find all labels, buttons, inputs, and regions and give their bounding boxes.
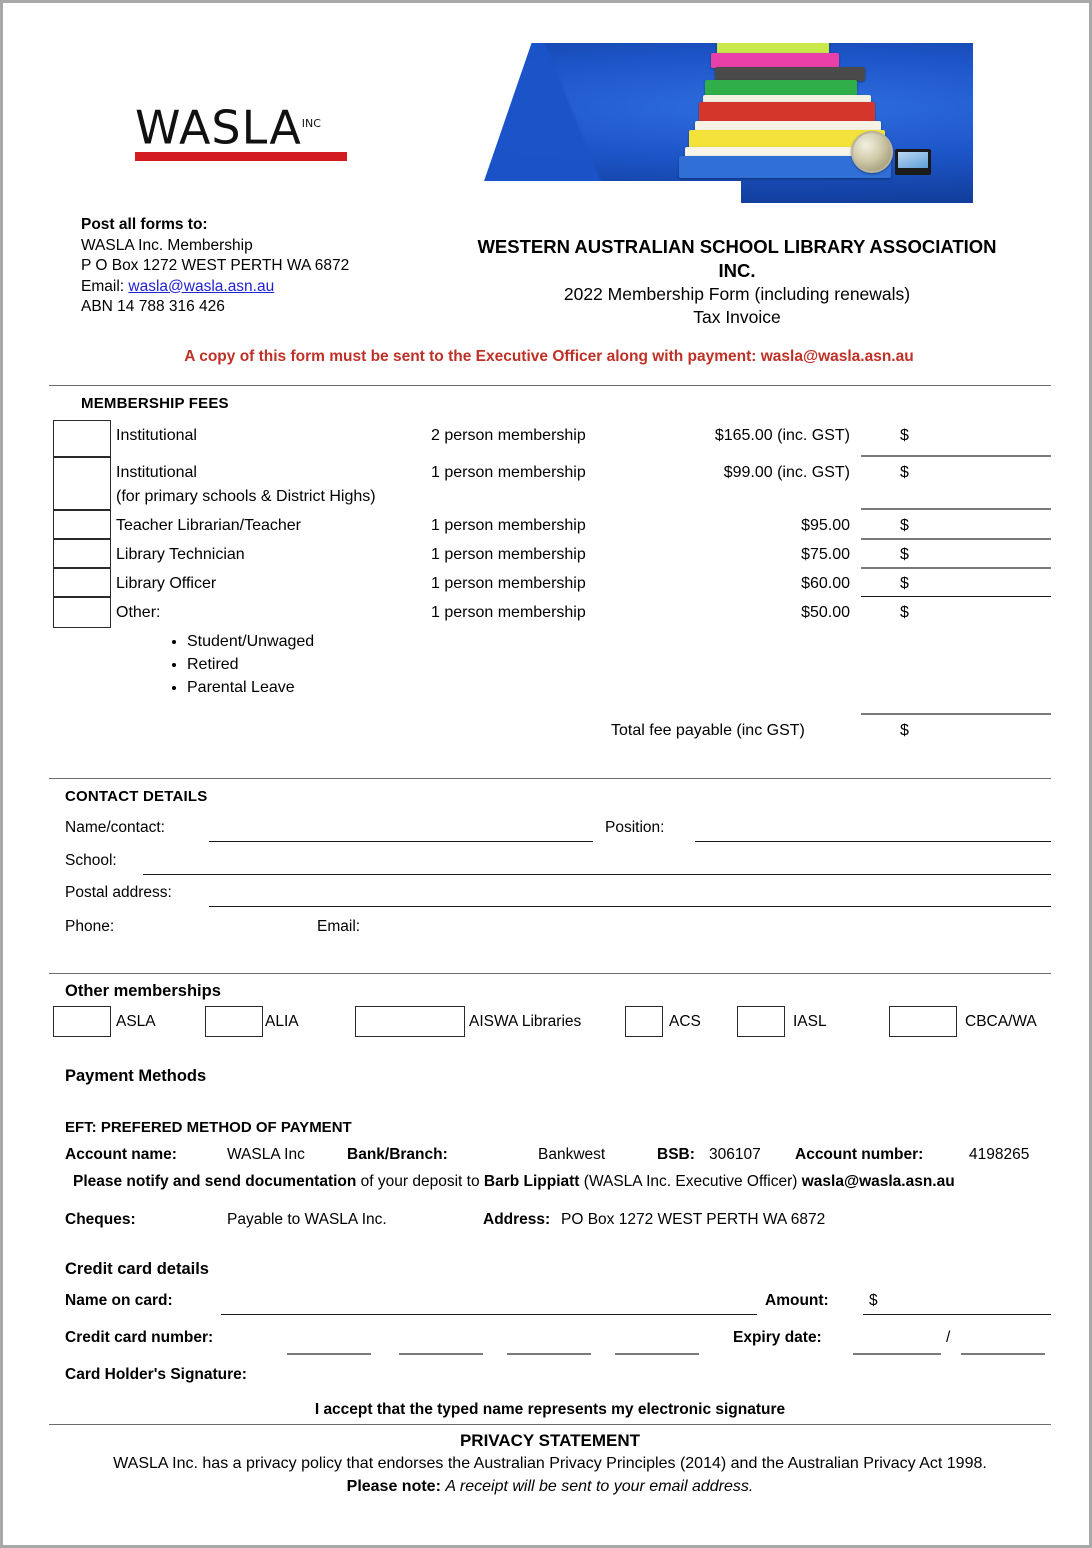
organisation-title-block bbox=[433, 235, 1041, 329]
payment-copy-notice: A copy of this form must be sent to the Executive Officer along with payment: wasla@wasla.asn.au bbox=[184, 348, 914, 365]
divider-fees-top bbox=[49, 385, 1051, 386]
name-contact-input[interactable] bbox=[209, 841, 593, 842]
card-number-segment-3[interactable] bbox=[507, 1353, 591, 1355]
post-heading: Post all forms to: bbox=[81, 216, 208, 233]
bank-branch-value: Bankwest bbox=[538, 1146, 606, 1163]
fee-amount-line-3[interactable] bbox=[861, 567, 1051, 569]
checkbox-cbca-wa[interactable] bbox=[889, 1006, 957, 1037]
bsb-value: 306107 bbox=[709, 1146, 761, 1163]
expiry-month-input[interactable] bbox=[853, 1353, 941, 1355]
post-line-2: P O Box 1272 WEST PERTH WA 6872 bbox=[81, 257, 350, 274]
payment-methods-heading: Payment Methods bbox=[65, 1067, 207, 1085]
checkbox-alia[interactable] bbox=[205, 1006, 263, 1037]
post-email-row bbox=[81, 277, 349, 298]
other-option-0: • Student/Unwaged bbox=[187, 630, 314, 653]
fee-name-1: Institutional bbox=[116, 464, 197, 481]
fee-name-1-sub: (for primary schools & District Highs) bbox=[116, 488, 376, 505]
privacy-statement-body: WASLA Inc. has a privacy policy that endorses the Australian Privacy Principles (2014) and the Australian Privacy Act 1998. bbox=[113, 1455, 987, 1472]
fee-dollar-5: $ bbox=[900, 604, 909, 621]
name-contact-label: Name/contact: bbox=[65, 819, 165, 836]
fee-dollar-2: $ bbox=[900, 517, 909, 534]
privacy-statement-note bbox=[49, 1478, 1051, 1496]
postal-address-input[interactable] bbox=[209, 906, 1051, 907]
label-aiswa-libraries: AISWA Libraries bbox=[469, 1013, 582, 1030]
org-name-line-2: INC. bbox=[718, 260, 756, 281]
label-iasl: IASL bbox=[793, 1013, 827, 1030]
fee-price-4: $60.00 bbox=[801, 575, 850, 592]
label-acs: ACS bbox=[669, 1013, 701, 1030]
checkbox-iasl[interactable] bbox=[737, 1006, 785, 1037]
credit-card-heading: Credit card details bbox=[65, 1260, 209, 1278]
amount-dollar-sign: $ bbox=[869, 1292, 878, 1309]
account-name-label: Account name: bbox=[65, 1146, 177, 1163]
account-name-value: WASLA Inc bbox=[227, 1146, 305, 1163]
fee-qty-0: 2 person membership bbox=[431, 427, 586, 444]
school-input[interactable] bbox=[143, 874, 1051, 875]
wasla-inc-suffix: INC bbox=[301, 117, 321, 130]
label-cbca-wa: CBCA/WA bbox=[965, 1013, 1037, 1030]
fee-name-0: Institutional bbox=[116, 427, 197, 444]
books-stack-illustration bbox=[655, 43, 955, 189]
post-line-1: WASLA Inc. Membership bbox=[81, 236, 253, 254]
expiry-date-label: Expiry date: bbox=[733, 1329, 822, 1346]
globe-icon bbox=[851, 131, 893, 173]
contact-email-label: Email: bbox=[317, 918, 361, 935]
notify-mid-text: of your deposit to bbox=[356, 1173, 484, 1190]
post-address-block bbox=[81, 215, 349, 318]
notify-officer-role: (WASLA Inc. Executive Officer) bbox=[579, 1173, 802, 1190]
amount-input[interactable] bbox=[863, 1314, 1051, 1315]
fee-amount-line-0[interactable] bbox=[861, 455, 1051, 457]
card-number-segment-1[interactable] bbox=[287, 1353, 371, 1355]
other-membership-options bbox=[143, 630, 314, 699]
name-on-card-input[interactable] bbox=[221, 1314, 757, 1315]
notify-instruction-row bbox=[73, 1173, 955, 1191]
fee-checkbox-library-technician[interactable] bbox=[53, 539, 111, 568]
other-memberships-heading: Other memberships bbox=[65, 982, 221, 1000]
checkbox-aiswa-libraries[interactable] bbox=[355, 1006, 465, 1037]
card-number-segment-4[interactable] bbox=[615, 1353, 699, 1355]
fee-checkbox-teacher-librarian[interactable] bbox=[53, 510, 111, 539]
fee-name-5: Other: bbox=[116, 604, 161, 621]
checkbox-acs[interactable] bbox=[625, 1006, 663, 1037]
cheque-address-label: Address: bbox=[483, 1211, 551, 1228]
fee-qty-5: 1 person membership bbox=[431, 604, 586, 621]
divider-privacy-top bbox=[49, 1424, 1051, 1425]
tax-invoice-label: Tax Invoice bbox=[693, 307, 781, 327]
bank-branch-label: Bank/Branch: bbox=[347, 1146, 448, 1163]
other-option-1: • Retired bbox=[187, 653, 314, 676]
cheques-value: Payable to WASLA Inc. bbox=[227, 1211, 387, 1228]
total-fee-dollar: $ bbox=[900, 722, 909, 739]
post-abn: ABN 14 788 316 426 bbox=[81, 298, 225, 315]
name-on-card-label: Name on card: bbox=[65, 1292, 173, 1309]
privacy-statement-heading: PRIVACY STATEMENT bbox=[459, 1431, 641, 1450]
banner-white-base bbox=[121, 181, 741, 203]
header-banner-image bbox=[121, 43, 973, 203]
fee-dollar-1: $ bbox=[900, 464, 909, 481]
expiry-year-input[interactable] bbox=[961, 1353, 1045, 1355]
total-fee-label: Total fee payable (inc GST) bbox=[611, 722, 805, 739]
fee-qty-2: 1 person membership bbox=[431, 517, 586, 534]
fee-checkbox-institutional-2person[interactable] bbox=[53, 420, 111, 457]
amount-label: Amount: bbox=[765, 1292, 829, 1309]
credit-card-number-label: Credit card number: bbox=[65, 1329, 214, 1346]
expiry-separator: / bbox=[946, 1329, 951, 1346]
fee-qty-3: 1 person membership bbox=[431, 546, 586, 563]
label-alia: ALIA bbox=[265, 1013, 299, 1030]
postal-address-label: Postal address: bbox=[65, 884, 172, 901]
fee-price-1: $99.00 (inc. GST) bbox=[723, 464, 850, 481]
notify-bold-text: Please notify and send documentation bbox=[73, 1173, 357, 1190]
electronic-signature-statement: I accept that the typed name represents my electronic signature bbox=[314, 1401, 786, 1418]
fee-qty-1: 1 person membership bbox=[431, 464, 586, 481]
account-number-value: 4198265 bbox=[969, 1146, 1030, 1163]
fee-name-4: Library Officer bbox=[116, 575, 217, 592]
fee-name-3: Library Technician bbox=[116, 546, 245, 563]
post-email-label: Email: bbox=[81, 277, 125, 295]
fee-price-0: $165.00 (inc. GST) bbox=[714, 427, 850, 444]
card-number-segment-2[interactable] bbox=[399, 1353, 483, 1355]
label-asla: ASLA bbox=[116, 1013, 156, 1030]
contact-details-heading: CONTACT DETAILS bbox=[65, 788, 208, 805]
eft-heading: EFT: PREFERED METHOD OF PAYMENT bbox=[65, 1119, 352, 1136]
divider-other-memberships bbox=[49, 973, 1051, 974]
account-number-label: Account number: bbox=[795, 1146, 924, 1163]
fee-checkbox-institutional-1person[interactable] bbox=[53, 457, 111, 510]
laptop-icon bbox=[895, 149, 931, 175]
fee-dollar-0: $ bbox=[900, 427, 909, 444]
divider-contact-top bbox=[49, 778, 1051, 779]
privacy-note-text: A receipt will be sent to your email address. bbox=[445, 1478, 754, 1495]
notify-officer-name: Barb Lippiatt bbox=[483, 1173, 580, 1190]
form-subtitle: 2022 Membership Form (including renewals) bbox=[563, 284, 911, 304]
fee-amount-line-4[interactable] bbox=[861, 596, 1051, 597]
fee-dollar-3: $ bbox=[900, 546, 909, 563]
phone-label: Phone: bbox=[65, 918, 115, 935]
cheque-address-value: PO Box 1272 WEST PERTH WA 6872 bbox=[561, 1211, 826, 1228]
wasla-wordmark: $WASLA^{INC}$ bbox=[135, 100, 321, 155]
total-fee-line[interactable] bbox=[861, 713, 1051, 715]
notify-email: wasla@wasla.asn.au bbox=[801, 1173, 955, 1190]
fee-dollar-4: $ bbox=[900, 575, 909, 592]
fee-name-2: Teacher Librarian/Teacher bbox=[116, 517, 301, 534]
other-option-2: • Parental Leave bbox=[187, 676, 314, 699]
position-label: Position: bbox=[605, 819, 665, 836]
fee-amount-line-2[interactable] bbox=[861, 538, 1051, 540]
fee-price-2: $95.00 bbox=[801, 517, 850, 534]
school-label: School: bbox=[65, 852, 117, 869]
cheques-label: Cheques: bbox=[65, 1211, 136, 1228]
card-holder-signature-label: Card Holder's Signature: bbox=[65, 1366, 247, 1383]
fee-price-5: $50.00 bbox=[801, 604, 850, 621]
fee-checkbox-other[interactable] bbox=[53, 597, 111, 628]
fee-checkbox-library-officer[interactable] bbox=[53, 568, 111, 597]
fee-price-3: $75.00 bbox=[801, 546, 850, 563]
membership-fees-heading: MEMBERSHIP FEES bbox=[81, 395, 229, 412]
fee-qty-4: 1 person membership bbox=[431, 575, 586, 592]
wasla-logo bbox=[135, 101, 375, 161]
checkbox-asla[interactable] bbox=[53, 1006, 111, 1037]
post-email-link[interactable]: wasla@wasla.asn.au bbox=[128, 277, 275, 295]
org-name-line-1: WESTERN AUSTRALIAN SCHOOL LIBRARY ASSOCIATION bbox=[477, 236, 997, 257]
fee-amount-line-1[interactable] bbox=[861, 508, 1051, 510]
position-input[interactable] bbox=[695, 841, 1051, 842]
bsb-label: BSB: bbox=[657, 1146, 695, 1163]
privacy-note-label: Please note: bbox=[346, 1478, 441, 1495]
